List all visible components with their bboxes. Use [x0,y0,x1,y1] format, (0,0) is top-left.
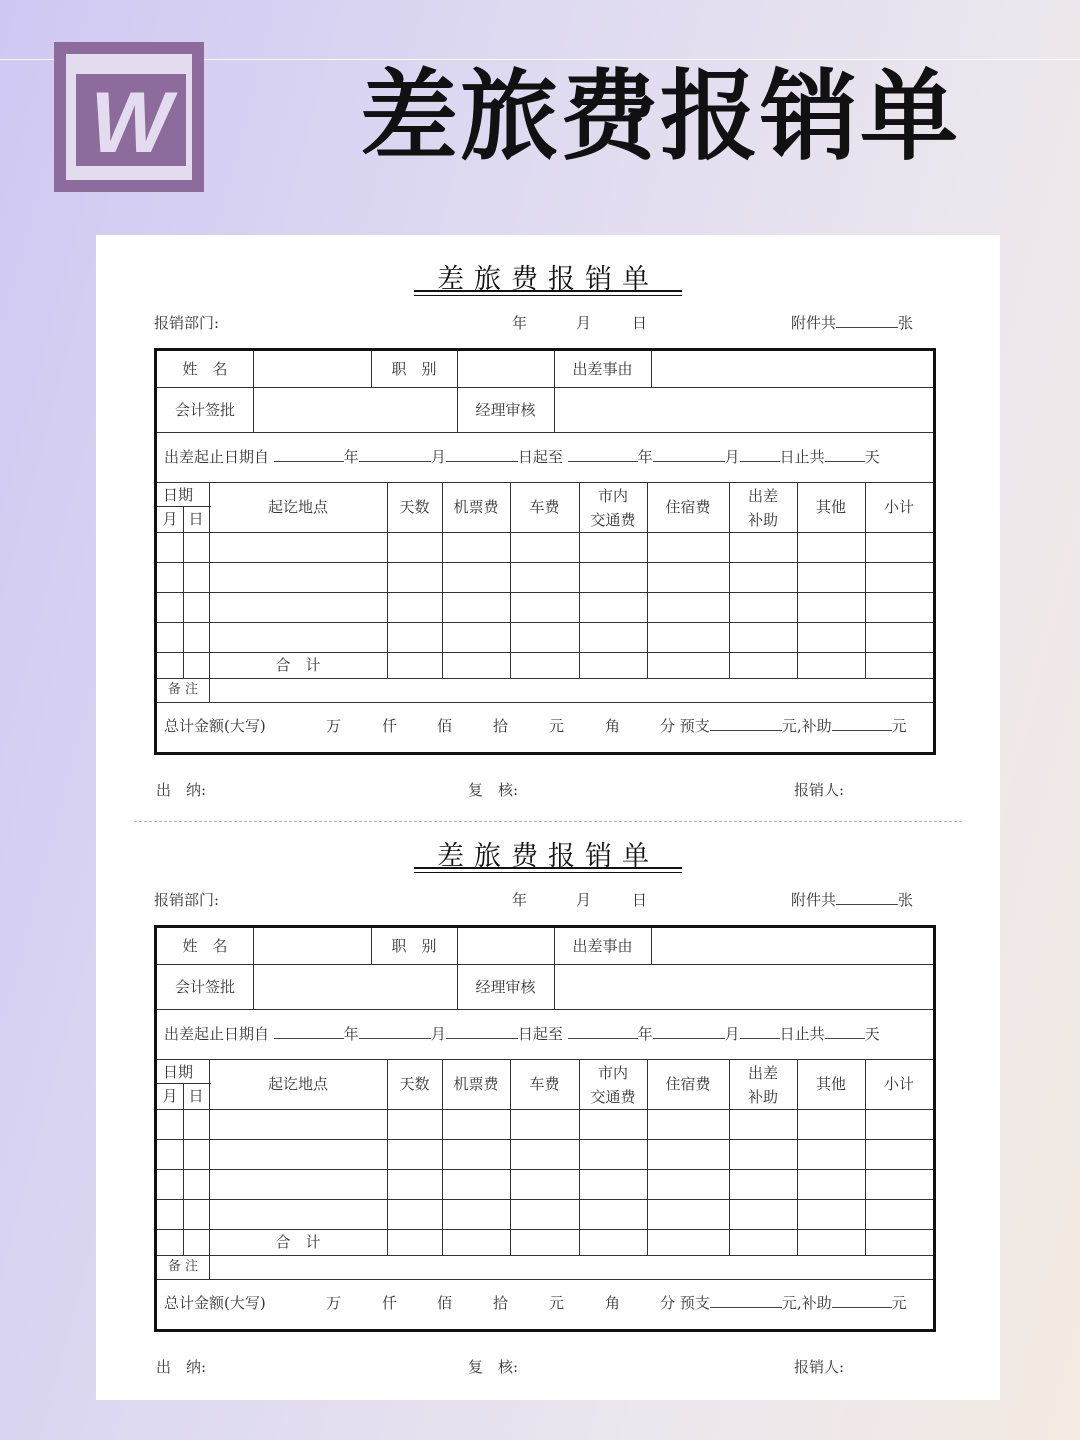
unit-jiao: 角 [605,717,621,735]
unit-shi: 拾 [493,1294,509,1312]
trip-reason-label: 出差事由 [572,937,633,955]
col-route: 起讫地点 [267,1075,328,1093]
total-row-label: 合 计 [275,1233,321,1251]
col-subtotal: 小计 [883,498,914,516]
col-month: 月 [162,510,178,528]
word-app-icon [54,42,204,192]
title-underline [414,290,682,292]
trip-date-range: 出差起止日期自 年 月 日起至 年 月 日止共 天 [164,448,880,466]
remark-label: 备 注 [167,682,199,697]
expense-grid [154,925,936,1332]
month-label: 月 [576,891,592,909]
cashier-label: 出 纳: [156,1358,207,1376]
title-underline [414,872,682,873]
col-allowance: 出差 补助 [747,1064,778,1106]
expense-form-copy-1 [96,235,1000,811]
accounting-approval-label: 会计签批 [174,978,235,996]
unit-yuan: 元 [549,1294,565,1312]
col-month: 月 [162,1087,178,1105]
day-label: 日 [632,314,648,332]
unit-qian: 仟 [382,717,398,735]
unit-yuan: 元 [549,717,565,735]
col-route: 起讫地点 [267,498,328,516]
advance-allowance: 分 预支 元,补助 元 [660,1294,907,1312]
paper-sheet [96,235,1000,1400]
position-label: 职 别 [391,937,437,955]
dept-label: 报销部门: [154,891,220,909]
col-day: 日 [188,510,204,528]
col-subtotal: 小计 [883,1075,914,1093]
claimant-label: 报销人: [794,1358,845,1376]
col-other: 其他 [815,498,846,516]
name-label: 姓 名 [182,360,228,378]
amount-label: 总计金额(大写) [164,717,266,735]
unit-wan: 万 [326,1294,342,1312]
trip-date-range: 出差起止日期自 年 月 日起至 年 月 日止共 天 [164,1025,880,1043]
advance-allowance: 分 预支 元,补助 元 [660,717,907,735]
year-label: 年 [512,891,528,909]
amount-label: 总计金额(大写) [164,1294,266,1312]
attachment-count: 附件共 张 [791,314,914,332]
claimant-label: 报销人: [794,781,845,799]
col-local-transport: 市内 交通费 [590,1064,636,1106]
col-allowance: 出差 补助 [747,487,778,529]
expense-grid [154,348,936,755]
remark-label: 备 注 [167,1259,199,1274]
month-label: 月 [576,314,592,332]
trip-reason-label: 出差事由 [572,360,633,378]
title-underline [414,867,682,869]
col-days: 天数 [399,1075,430,1093]
col-hotel: 住宿费 [665,498,711,516]
col-local-transport: 市内 交通费 [590,487,636,529]
manager-review-label: 经理审核 [475,978,536,996]
svg-text:W: W [90,75,172,166]
banner-title: 差旅费报销单 [360,60,961,174]
col-car-fare: 车费 [529,498,560,516]
unit-qian: 仟 [382,1294,398,1312]
w-letter-icon [76,74,186,166]
day-label: 日 [632,891,648,909]
col-date: 日期 [163,1063,194,1081]
col-airfare: 机票费 [453,498,499,516]
name-label: 姓 名 [182,937,228,955]
unit-bai: 佰 [437,717,453,735]
col-days: 天数 [399,498,430,516]
col-airfare: 机票费 [453,1075,499,1093]
col-hotel: 住宿费 [665,1075,711,1093]
position-label: 职 别 [391,360,437,378]
col-day: 日 [188,1087,204,1105]
total-row-label: 合 计 [275,656,321,674]
form-title: 差旅费报销单 [437,841,659,872]
reviewer-label: 复 核: [468,781,519,799]
expense-form-copy-2 [96,812,1000,1388]
unit-jiao: 角 [605,1294,621,1312]
dept-label: 报销部门: [154,314,220,332]
manager-review-label: 经理审核 [475,401,536,419]
cashier-label: 出 纳: [156,781,207,799]
attachment-count: 附件共 张 [791,891,914,909]
accounting-approval-label: 会计签批 [174,401,235,419]
reviewer-label: 复 核: [468,1358,519,1376]
col-car-fare: 车费 [529,1075,560,1093]
unit-bai: 佰 [437,1294,453,1312]
unit-wan: 万 [326,717,342,735]
year-label: 年 [512,314,528,332]
col-other: 其他 [815,1075,846,1093]
form-title: 差旅费报销单 [437,264,659,295]
col-date: 日期 [163,486,194,504]
title-underline [414,295,682,296]
unit-shi: 拾 [493,717,509,735]
